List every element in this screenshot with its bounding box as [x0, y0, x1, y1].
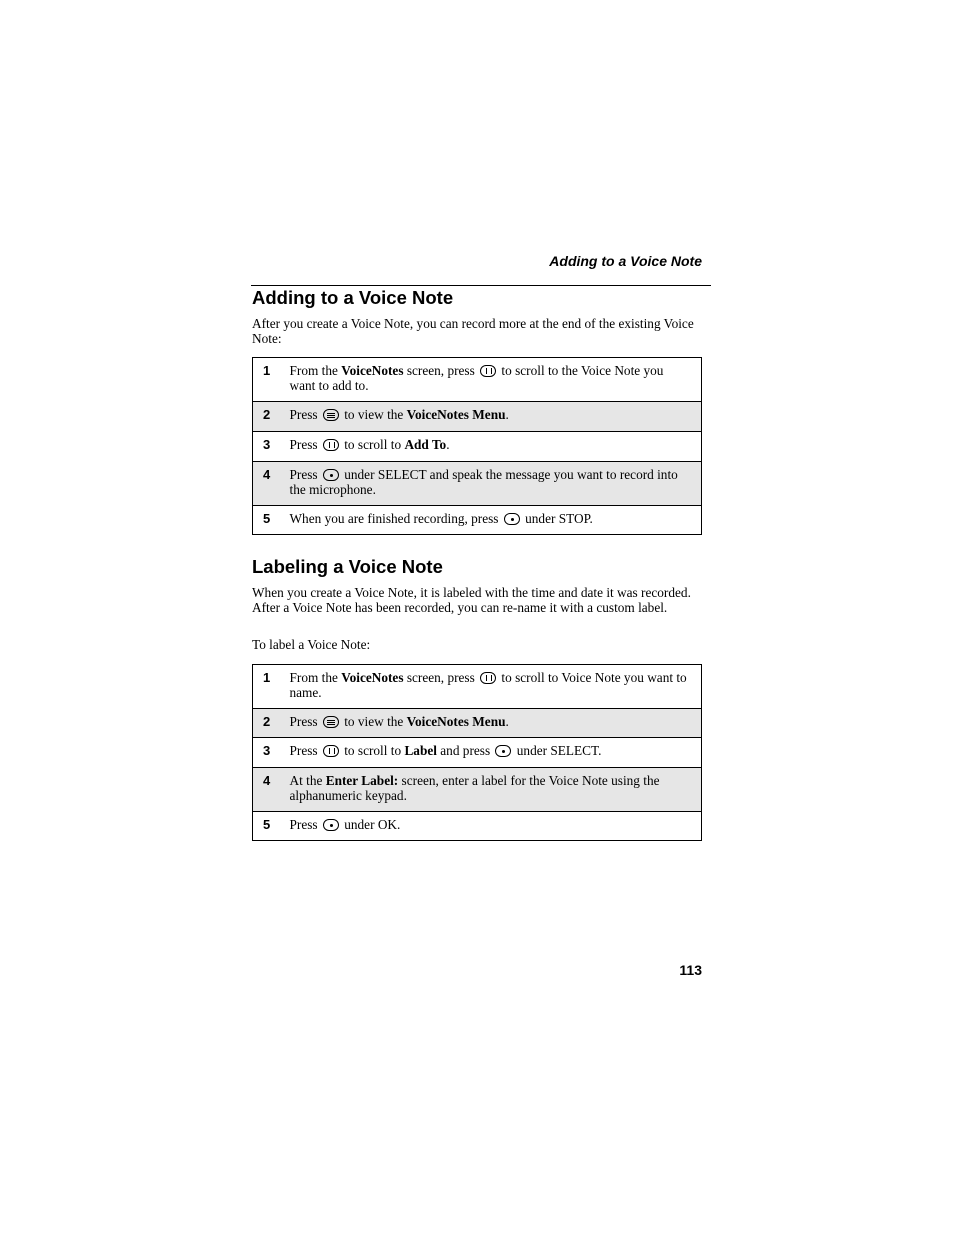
- step-number: 5: [253, 812, 289, 841]
- steps-table-labeling: [252, 664, 702, 841]
- step-row: [253, 358, 702, 402]
- section-lead-labeling: To label a Voice Note:: [252, 637, 371, 652]
- step-number: 4: [253, 768, 289, 812]
- softkey-icon: [323, 469, 339, 481]
- step-row: [253, 709, 702, 738]
- step-row: [253, 506, 702, 535]
- step-number: 2: [253, 709, 289, 738]
- step-number: 3: [253, 738, 289, 768]
- step-row: [253, 462, 702, 506]
- header-rule: [251, 285, 711, 286]
- step-row: [253, 812, 702, 841]
- step-number: 5: [253, 506, 289, 535]
- step-number: 4: [253, 462, 289, 506]
- scroll-key-icon: [323, 745, 339, 757]
- step-row: [253, 402, 702, 432]
- step-row: [253, 738, 702, 768]
- softkey-icon: [323, 819, 339, 831]
- section-title-adding: Adding to a Voice Note: [252, 287, 454, 308]
- step-row: [253, 432, 702, 462]
- step-text: Press under SELECT and speak the message you want to record into the microphone.: [289, 462, 702, 506]
- step-text: From the VoiceNotes screen, press to scroll to the Voice Note you want to add to.: [289, 358, 702, 402]
- step-text: Press under OK.: [289, 812, 702, 841]
- section-intro-adding: After you create a Voice Note, you can record more at the end of the existing Voice Note:: [252, 316, 694, 346]
- step-text: Press to view the VoiceNotes Menu.: [289, 402, 702, 432]
- step-text: Press to scroll to Label and press under SELECT.: [289, 738, 702, 768]
- step-number: 1: [253, 665, 289, 709]
- softkey-icon: [495, 745, 511, 757]
- scroll-key-icon: [480, 365, 496, 377]
- step-number: 2: [253, 402, 289, 432]
- section-title-labeling: Labeling a Voice Note: [252, 556, 443, 577]
- softkey-icon: [504, 513, 520, 525]
- step-text: From the VoiceNotes screen, press to scroll to Voice Note you want to name.: [289, 665, 702, 709]
- step-text: Press to view the VoiceNotes Menu.: [289, 709, 702, 738]
- step-text: When you are finished recording, press under STOP.: [289, 506, 702, 535]
- step-number: 3: [253, 432, 289, 462]
- steps-table-adding: [252, 357, 702, 535]
- scroll-key-icon: [480, 672, 496, 684]
- section-intro-labeling: When you create a Voice Note, it is labeled with the time and date it was recorded. After a Voice Note has been recorded, you can re-name it with a custom label.: [252, 585, 691, 615]
- menu-key-icon: [323, 409, 339, 421]
- step-row: [253, 768, 702, 812]
- menu-key-icon: [323, 716, 339, 728]
- step-text: Press to scroll to Add To.: [289, 432, 702, 462]
- step-text: At the Enter Label: screen, enter a label for the Voice Note using the alphanumeric keypad.: [289, 768, 702, 812]
- step-row: [253, 665, 702, 709]
- running-header: Adding to a Voice Note: [549, 253, 702, 269]
- step-number: 1: [253, 358, 289, 402]
- scroll-key-icon: [323, 439, 339, 451]
- page-number: 113: [679, 962, 702, 978]
